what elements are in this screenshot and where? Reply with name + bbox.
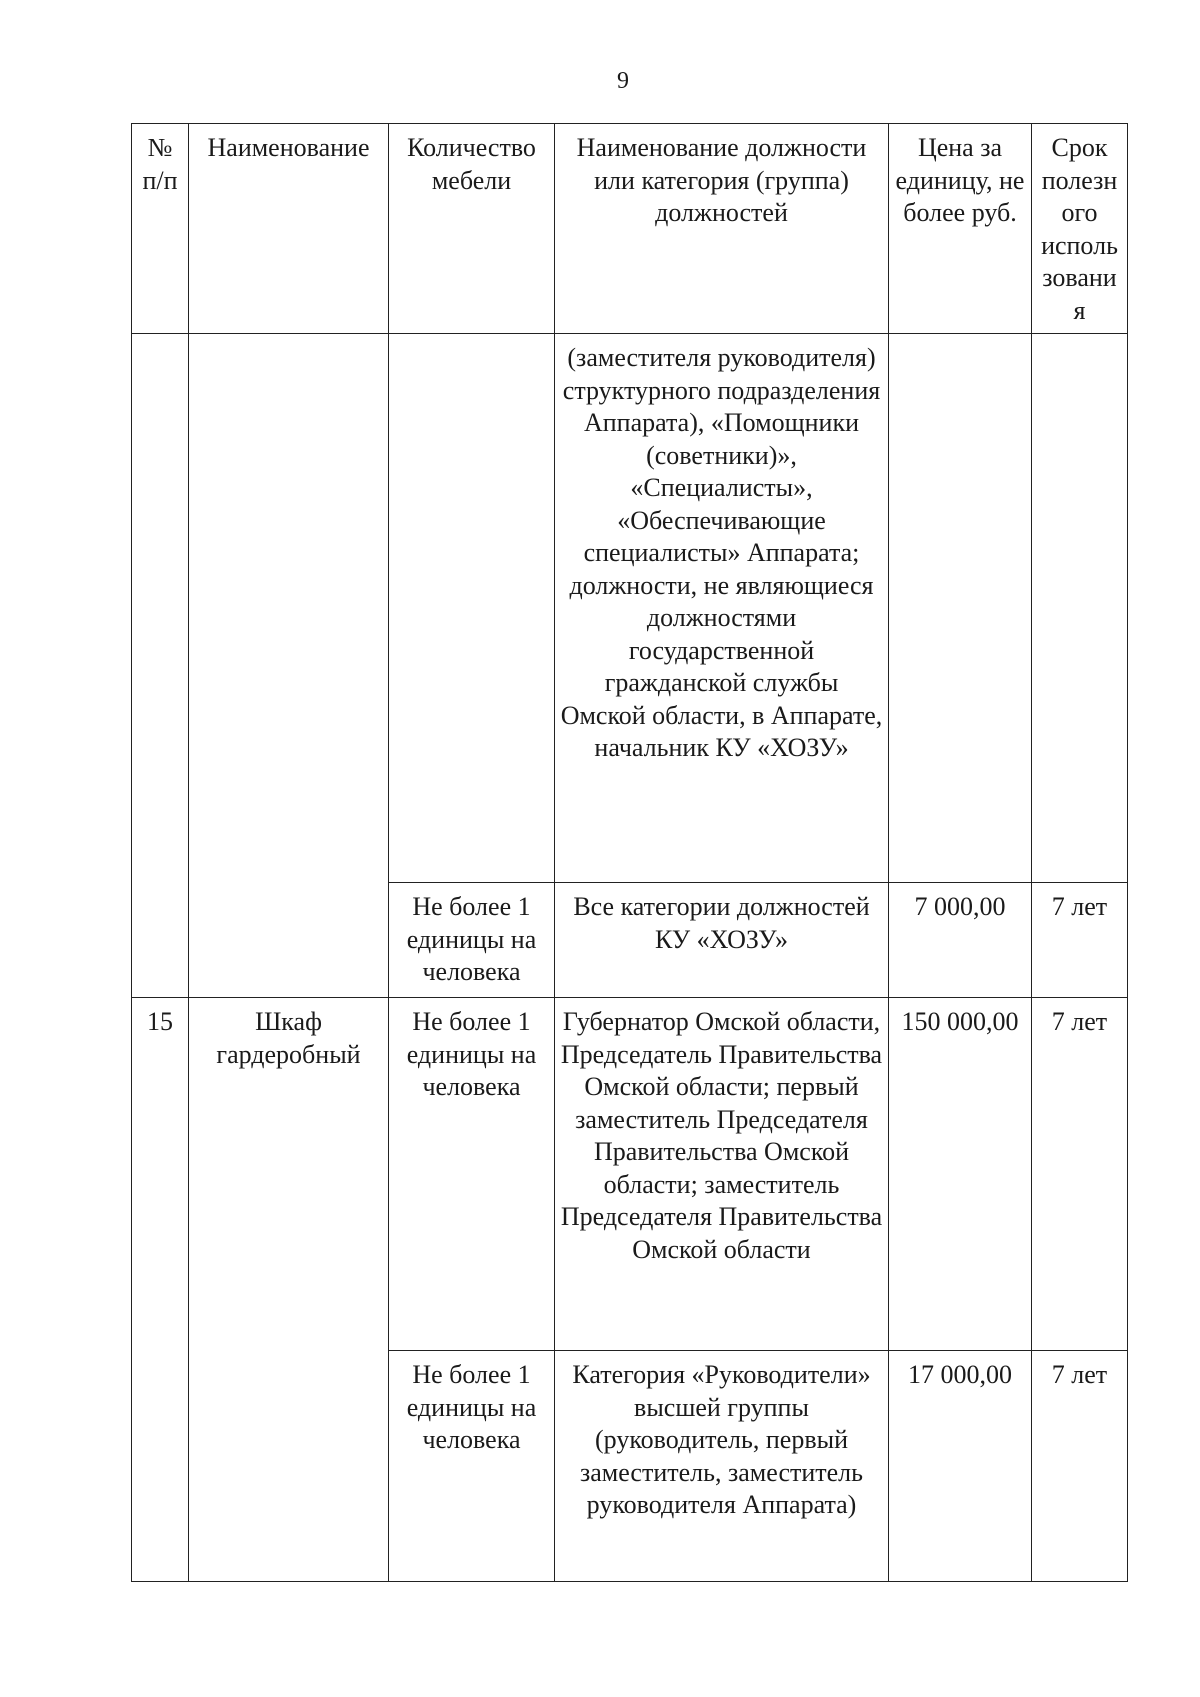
cell-qty: [389, 334, 555, 883]
cell-price: [889, 334, 1032, 883]
cell-qty: Не более 1 единицы на человека: [389, 1351, 555, 1582]
cell-qty: Не более 1 единицы на человека: [389, 883, 555, 998]
cell-term: [1032, 334, 1128, 883]
cell-price: 7 000,00: [889, 883, 1032, 998]
header-row: [132, 124, 1128, 334]
cell-position: (заместителя руководителя) структурного подразделения Аппарата), «Помощники (советники)», «Специалисты», «Обеспечивающие специалисты» Аппарата; должности, не являющиеся должностями государственной гражданской службы Омской области, в Аппарате, начальник КУ «ХОЗУ»: [555, 334, 889, 883]
header-position: Наименование должности или категория (группа) должностей: [555, 124, 889, 334]
cell-price: 150 000,00: [889, 998, 1032, 1351]
furniture-norms-table: [131, 123, 1128, 1582]
header-price: Цена за единицу, не более руб.: [889, 124, 1032, 334]
header-name: Наименование: [189, 124, 389, 334]
table-header: [132, 124, 1128, 334]
cell-name: [189, 334, 389, 998]
cell-term: 7 лет: [1032, 1351, 1128, 1582]
cell-term: 7 лет: [1032, 998, 1128, 1351]
header-qty: Количество мебели: [389, 124, 555, 334]
cell-name: Шкаф гардеробный: [189, 998, 389, 1582]
page-number: 9: [617, 68, 629, 94]
header-term: Срок полезн ого исполь зовани я: [1032, 124, 1128, 334]
cell-position: Губернатор Омской области, Председатель Правительства Омской области; первый заместитель Председателя Правительства Омской области; заместитель Председателя Правительства Омской области: [555, 998, 889, 1351]
table-row: [132, 334, 1128, 883]
cell-position: Все категории должностей КУ «ХОЗУ»: [555, 883, 889, 998]
cell-price: 17 000,00: [889, 1351, 1032, 1582]
table-row: [132, 998, 1128, 1351]
cell-num: [132, 334, 189, 998]
cell-num: 15: [132, 998, 189, 1582]
cell-term: 7 лет: [1032, 883, 1128, 998]
header-num: № п/п: [132, 124, 189, 334]
cell-position: Категория «Руководители» высшей группы (руководитель, первый заместитель, заместитель руководителя Аппарата): [555, 1351, 889, 1582]
cell-qty: Не более 1 единицы на человека: [389, 998, 555, 1351]
